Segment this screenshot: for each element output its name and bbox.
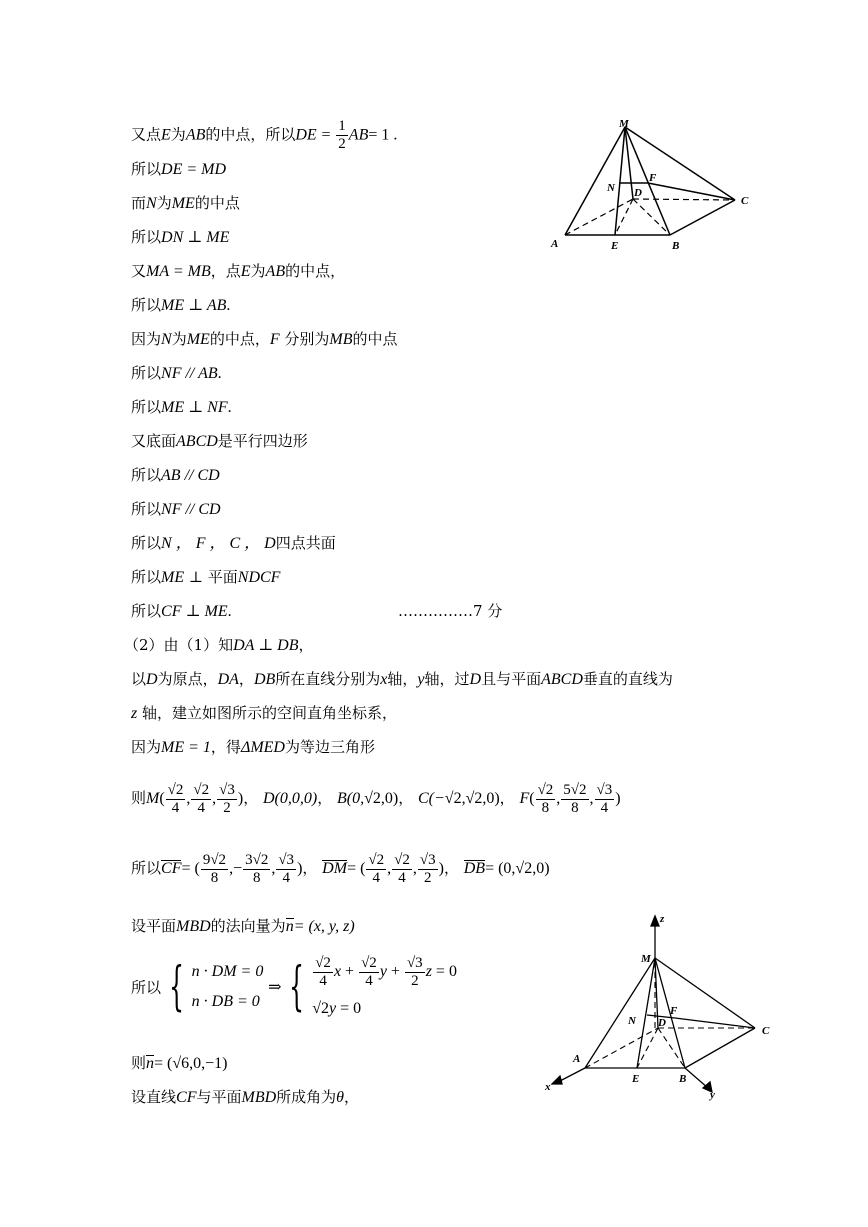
den: 2	[411, 972, 419, 989]
math: AB	[185, 126, 206, 144]
text: 的法向量为	[210, 917, 286, 935]
den: 8	[541, 799, 550, 816]
num: √2	[193, 781, 210, 798]
text: 所以	[131, 296, 162, 314]
text: 轴，	[387, 670, 418, 688]
math: N ， F ， C ， D	[161, 535, 276, 552]
den: 4	[600, 799, 609, 816]
fraction	[201, 852, 228, 887]
text: 所以	[131, 228, 162, 246]
text: 又点	[131, 125, 162, 144]
line-17	[131, 669, 673, 690]
math: x	[380, 671, 388, 688]
math: = 1 .	[368, 126, 398, 144]
line-7	[131, 329, 398, 350]
math: D	[469, 671, 482, 688]
vector-dm: DM	[322, 860, 348, 877]
point-d: D(0,0,0)	[262, 790, 318, 807]
text: ⊥ 平面	[188, 568, 238, 586]
fraction	[217, 782, 237, 817]
text: 则	[131, 1054, 147, 1072]
fraction	[276, 852, 296, 887]
text: 为	[250, 262, 266, 280]
line-22	[131, 916, 355, 937]
text: （2）由（1）知	[124, 636, 234, 654]
den: 8	[571, 799, 579, 816]
label-m: M	[619, 118, 629, 130]
math: .	[227, 399, 232, 416]
math: y	[417, 671, 425, 688]
math: DA ⊥ DB	[233, 637, 299, 654]
num: 3√2	[245, 851, 269, 868]
vector-cf: CF	[161, 860, 182, 877]
point-b: B(0,	[336, 790, 365, 807]
vector-n: n	[146, 1055, 155, 1072]
label-y: y	[710, 1089, 715, 1101]
den: 4	[319, 972, 327, 989]
math: ME = 1	[161, 739, 211, 756]
text: ，	[344, 1088, 360, 1106]
math: E	[161, 126, 171, 144]
math: ME	[186, 331, 210, 348]
line-10	[131, 431, 308, 452]
num: √2	[465, 790, 483, 807]
text: 所以	[131, 568, 162, 586]
num: √3	[406, 954, 423, 971]
point-c: C(−	[417, 790, 445, 807]
den: 4	[398, 869, 406, 886]
line-23-system	[131, 950, 457, 1024]
num: √2	[361, 954, 377, 971]
score-text: ……………7 分	[398, 602, 503, 620]
line-6	[131, 295, 230, 316]
denominator: 2	[338, 136, 346, 152]
fraction	[418, 852, 438, 887]
line-1	[131, 118, 397, 153]
line-19	[131, 737, 375, 758]
text: 轴，建立如图所示的空间直角坐标系，	[142, 704, 398, 722]
line-15	[131, 601, 232, 622]
score-note	[398, 601, 502, 621]
label-b: B	[672, 240, 680, 252]
text: 的中点，	[209, 330, 270, 348]
math: DN ⊥ ME	[161, 229, 230, 246]
label-x: x	[545, 1081, 551, 1093]
math: DA	[217, 671, 239, 688]
math: NDCF	[237, 569, 281, 586]
implies: ⇒	[268, 979, 282, 996]
text: 所以	[131, 160, 162, 178]
math: NF // CD	[161, 501, 221, 518]
math: = (√6,0,−1)	[154, 1055, 228, 1072]
math: θ	[336, 1089, 345, 1106]
text: 设平面	[131, 917, 177, 935]
label-f: F	[649, 172, 657, 184]
label-d: D	[634, 187, 642, 199]
math: =	[321, 126, 331, 144]
text: 所以	[131, 859, 162, 877]
text: 为	[156, 194, 172, 212]
vector-n: n	[285, 918, 294, 935]
label-c: C	[741, 195, 749, 207]
text: 为原点，	[157, 670, 218, 688]
text: 所以	[131, 398, 162, 416]
label-c: C	[762, 1025, 770, 1037]
num: 9√2	[202, 851, 227, 868]
system-1	[192, 957, 264, 1017]
line-12	[131, 499, 221, 520]
text: 四点共面	[275, 534, 336, 552]
text: ，	[238, 670, 254, 688]
line-18	[131, 703, 397, 724]
line-9	[131, 397, 232, 418]
den: 2	[223, 799, 231, 816]
left-brace: {	[168, 957, 184, 1017]
text: 所以	[131, 534, 162, 552]
math: CF ⊥ ME	[161, 603, 228, 620]
vector-db: DB	[463, 860, 486, 877]
math: E	[240, 263, 251, 280]
line-25	[131, 1087, 359, 1108]
label-a: A	[573, 1053, 581, 1065]
text: 且与平面	[481, 670, 542, 688]
numerator: 1	[338, 118, 346, 134]
label-n: N	[607, 182, 615, 194]
num: √2	[515, 860, 533, 877]
math: DE = MD	[161, 161, 227, 178]
point-f: F	[519, 790, 530, 807]
fraction	[243, 852, 270, 887]
text: ，	[298, 636, 314, 654]
math: ME	[171, 195, 195, 212]
math: N	[146, 195, 157, 212]
line-4	[131, 227, 229, 248]
line-5	[131, 261, 345, 282]
text: 而	[131, 194, 147, 212]
text: 因为	[131, 738, 162, 756]
eq-1: n · DM = 0	[191, 963, 264, 980]
point-m: M	[146, 790, 160, 807]
text: 与平面	[196, 1088, 242, 1106]
line-14	[131, 567, 280, 588]
text: ，点	[210, 262, 241, 280]
text: 的中点，所以	[205, 125, 296, 144]
fraction	[536, 782, 556, 817]
text: 的中点	[194, 194, 240, 212]
line-2	[131, 159, 226, 180]
text: 又	[131, 262, 147, 280]
num: √3	[278, 851, 295, 868]
text: 因为	[131, 330, 162, 348]
label-m: M	[641, 953, 651, 965]
math: AB	[348, 126, 369, 144]
den: 2	[424, 869, 432, 886]
text: 为	[171, 330, 187, 348]
label-e: E	[611, 240, 619, 252]
den: 4	[372, 869, 381, 886]
math: ME ⊥ AB	[161, 297, 227, 314]
math: D	[146, 671, 158, 688]
num: √2	[537, 781, 554, 798]
fraction	[392, 852, 412, 887]
line-8	[131, 363, 222, 384]
label-f: F	[670, 1005, 678, 1017]
text: 的中点	[352, 330, 398, 348]
line-3	[131, 193, 240, 214]
num: 5√2	[563, 781, 587, 798]
line-21-vectors: 所以CF= ( $\frac{9√2}{8}$ ,− $\frac{3√2}{8}$ , $\frac{√3}{4}$ )， DM= ( $\frac{√2}{4}$ , $\frac{√2}{4}$ , $\frac{√3}{2}$ )， DB= (0,√2,0)	[131, 851, 550, 886]
text: 为等边三角形	[284, 738, 375, 756]
math: N	[161, 331, 172, 348]
den: 4	[197, 799, 206, 816]
math: .	[227, 603, 232, 620]
num: √2	[444, 790, 462, 807]
math: MA = MB	[146, 263, 211, 280]
num: √2	[364, 790, 381, 807]
left-brace: {	[289, 957, 305, 1017]
text: 又底面	[131, 432, 177, 450]
math: = (x, y, z)	[293, 918, 355, 935]
num: √3	[419, 851, 436, 868]
text: 轴，过	[424, 670, 470, 688]
num: √2	[312, 1000, 329, 1017]
text: 以	[131, 670, 147, 688]
den: 4	[365, 972, 373, 989]
text: 是平行四边形	[217, 432, 308, 450]
text: 则	[131, 789, 147, 807]
pyramid-figure-2	[540, 910, 780, 1105]
line-13	[131, 533, 336, 554]
text: 为	[170, 125, 186, 144]
text: 所在直线分别为	[275, 670, 381, 688]
fraction	[191, 782, 211, 817]
text: 设直线	[131, 1088, 177, 1106]
num: √2	[368, 851, 385, 868]
eq-2: n · DB = 0	[191, 993, 260, 1010]
line-11	[131, 465, 220, 486]
text: 垂直的直线为	[582, 670, 673, 688]
text: 的中点，	[285, 262, 346, 280]
math: DB	[253, 671, 276, 688]
label-d: D	[658, 1017, 666, 1029]
math: ABCD	[541, 671, 583, 688]
label-a: A	[551, 238, 559, 250]
text: 所以	[131, 364, 162, 382]
text: 所以	[131, 978, 162, 997]
line-24	[131, 1053, 228, 1074]
math: ΔMED	[240, 739, 285, 756]
text: 分别为	[284, 330, 330, 348]
label-b: B	[679, 1073, 687, 1085]
math: F	[269, 331, 280, 348]
fraction	[561, 782, 588, 817]
den: 4	[171, 799, 180, 816]
text: 所以	[131, 602, 162, 620]
math: AB // CD	[161, 467, 220, 484]
num: √3	[596, 781, 613, 798]
fraction	[336, 118, 348, 153]
pyramid-figure-1	[545, 115, 760, 260]
den: 8	[210, 869, 219, 886]
text: 所以	[131, 500, 162, 518]
eq-4: √2 y = 0	[312, 994, 457, 1024]
den: 4	[282, 869, 290, 886]
math: z	[131, 705, 138, 722]
label-e: E	[632, 1073, 640, 1085]
label-n: N	[628, 1015, 636, 1027]
num: √2	[315, 954, 331, 971]
fraction	[595, 782, 615, 817]
text: 所成角为	[276, 1088, 337, 1106]
math: .	[217, 365, 222, 382]
math: ME	[161, 569, 185, 586]
math: MB	[329, 331, 353, 348]
system-2	[312, 950, 457, 1024]
math: NF // AB	[161, 365, 218, 382]
den: 8	[252, 869, 261, 886]
text: 所以	[131, 466, 162, 484]
math: ABCD	[176, 433, 218, 450]
math: AB	[265, 263, 286, 280]
math: MBD	[241, 1089, 277, 1106]
num: √3	[219, 781, 235, 798]
math: MBD	[176, 918, 211, 935]
text: ，得	[210, 738, 241, 756]
math: CF	[176, 1089, 197, 1106]
fraction	[366, 852, 386, 887]
fraction	[166, 782, 186, 817]
math: DE	[295, 126, 317, 144]
eq-3: $\frac{√2}{4}$ x + $\frac{√2}{4}$ y + $\frac{√3}{2}$ z = 0	[315, 954, 457, 989]
line-16	[124, 635, 314, 656]
num: √2	[394, 851, 410, 868]
line-20-coordinates: 则M( $\frac{√2}{4}$ , $\frac{√2}{4}$ , $\frac{√3}{2}$ )， D(0,0,0)， B(0,√2,0)， C(−√2,√2,0)， F( $\frac{√2}{8}$ , $\frac{5√2}{8}$ , $\frac{√3}{4}$ )	[131, 781, 621, 816]
label-z: z	[660, 913, 665, 925]
math: ME ⊥ NF	[161, 399, 228, 416]
math: .	[226, 297, 231, 314]
num: √2	[167, 781, 184, 798]
